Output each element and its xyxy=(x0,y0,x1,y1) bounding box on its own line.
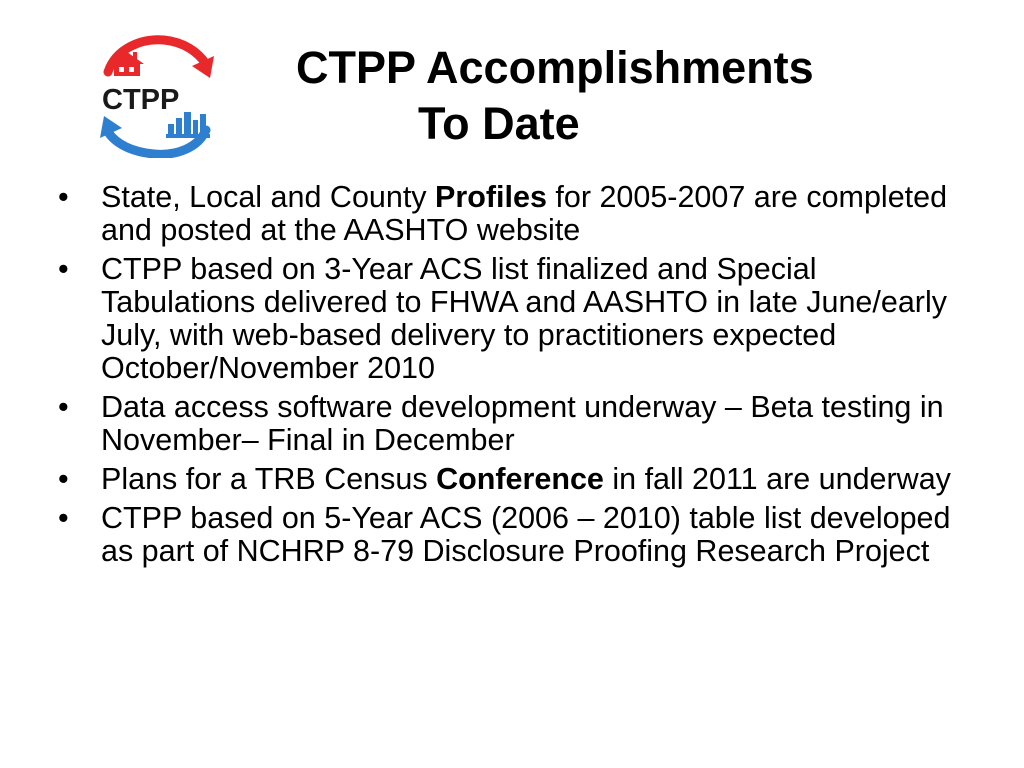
ctpp-logo xyxy=(98,34,216,158)
logo-text: CTPP xyxy=(102,84,180,116)
bullet-dot: • xyxy=(58,390,69,424)
bullet-text: Plans for a TRB Census xyxy=(101,462,437,496)
bullet-bold-text: Conference xyxy=(436,462,604,496)
bullet-text: CTPP based on 3-Year ACS list finalized and Special Tabulations delivered to FHWA and AASHTO in late June/early July, with web-based delivery to practitioners expected October/November 2010 xyxy=(101,252,947,385)
ctpp-logo-graphic xyxy=(98,34,216,158)
bullet-text-after: for 2005-2007 are completed and posted at the AASHTO website xyxy=(101,180,948,247)
bullet-dot: • xyxy=(58,501,69,535)
bullet-text: State, Local and County xyxy=(101,180,436,214)
bullet-item xyxy=(56,253,976,385)
bullet-item xyxy=(56,502,976,568)
bullet-dot: • xyxy=(58,252,69,286)
bullet-list xyxy=(56,181,976,574)
bullet-text-after: in fall 2011 are underway xyxy=(603,462,951,496)
slide-title-line-1: CTPP Accomplishments xyxy=(296,42,814,93)
bullet-item xyxy=(56,181,976,247)
bullet-dot: • xyxy=(58,462,69,496)
bullet-text: CTPP based on 5-Year ACS (2006 – 2010) table list developed as part of NCHRP 8-79 Disclosure Proofing Research Project xyxy=(101,501,951,568)
bullet-text: Data access software development underway – Beta testing in November– Final in December xyxy=(101,390,944,457)
bullet-item xyxy=(56,463,976,496)
bullet-item xyxy=(56,391,976,457)
bullet-dot: • xyxy=(58,180,69,214)
bullet-bold-text: Profiles xyxy=(435,180,547,214)
blue-arrow-arc xyxy=(108,130,206,154)
slide-title xyxy=(230,40,950,152)
slide-title-line-2: To Date xyxy=(418,98,580,149)
